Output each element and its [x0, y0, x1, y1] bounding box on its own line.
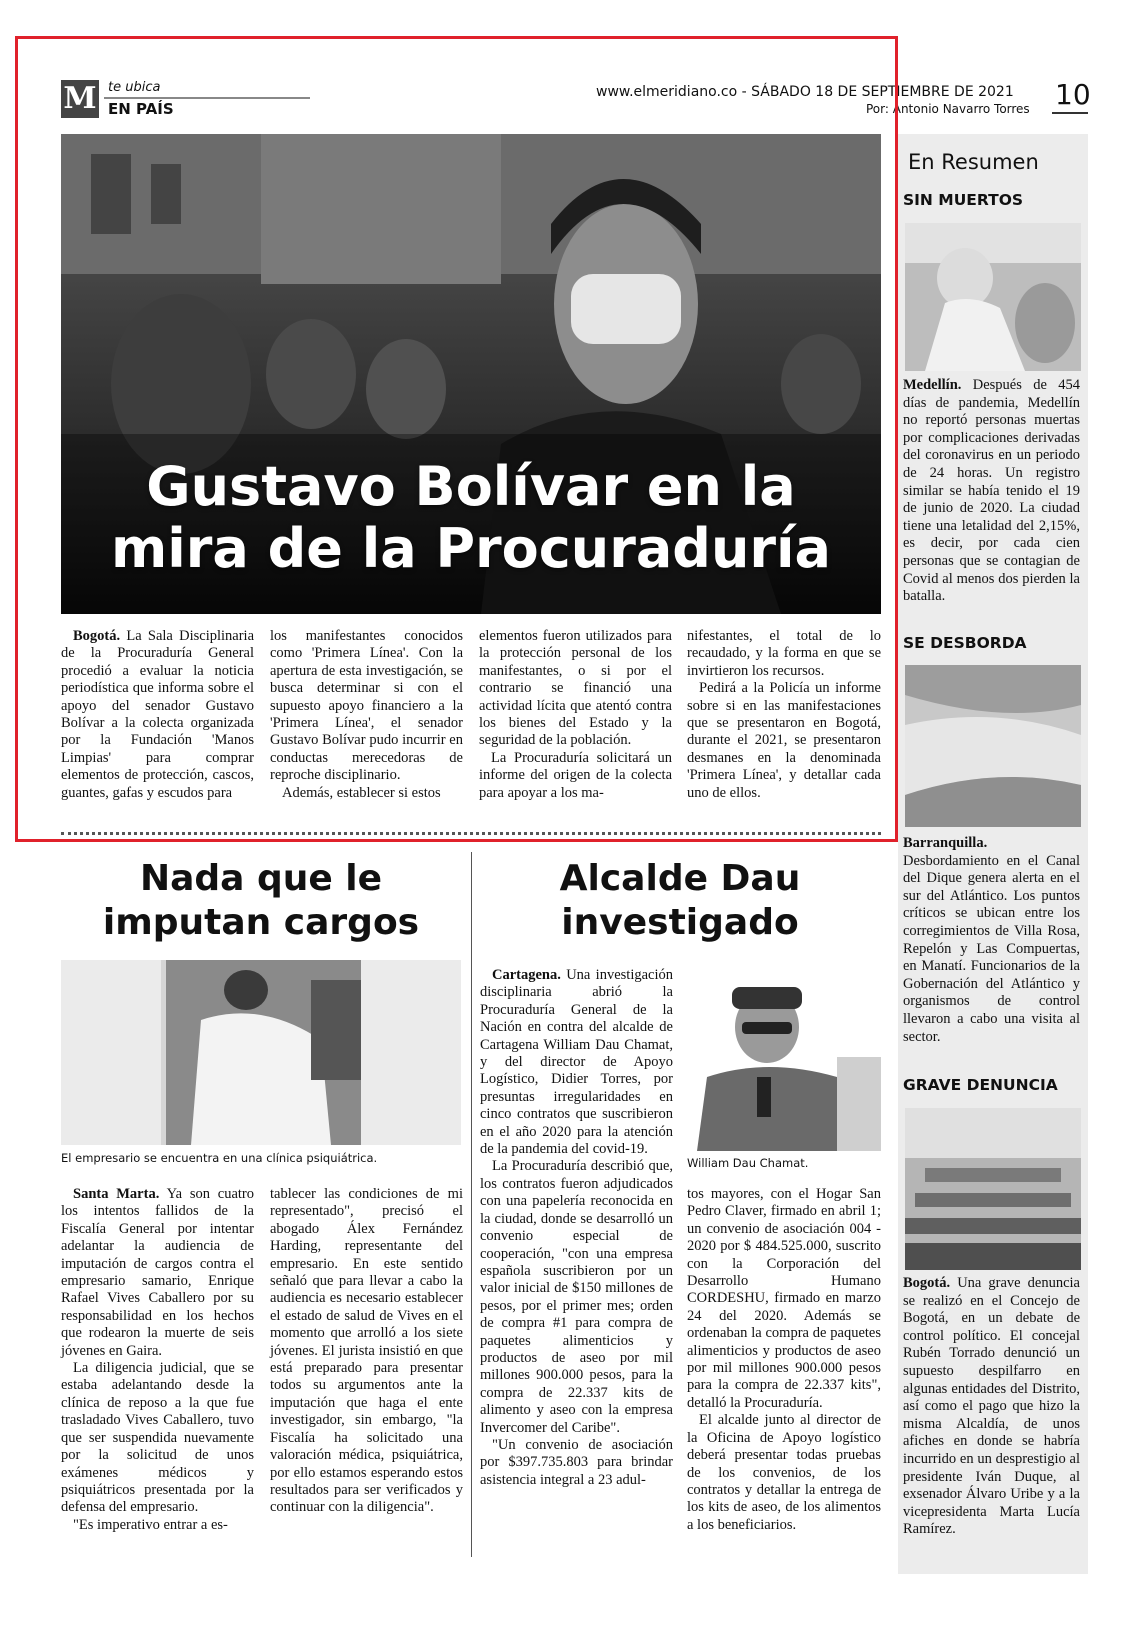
main-story-column-3: elementos fueron utilizados para la protección personal de los manifestantes, o si por el contrario se financió una actividad lícita que atentó contra los bienes del Estado y la seguridad de la población. La Procuraduría solicitará un informe del origen de la colecta para apoyar a los ma-: [479, 628, 672, 801]
sidebar-heading: SIN MUERTOS: [903, 191, 1024, 209]
sidebar-title: En Resumen: [908, 150, 1039, 174]
story2-headline: Nada que le imputan cargos: [102, 858, 420, 943]
sidebar-photo-flood: [905, 665, 1081, 827]
story3-headline: Alcalde Dau investigado: [559, 858, 801, 943]
sidebar-text: Medellín. Después de 454 días de pandemia, Medellín no reportó personas muertas por complicaciones derivadas del coronavirus en un periodo de 24 horas. Un registro similar se había tenido el 19 de junio de 2020. La ciudad tiene una letalidad del 2,15%, es decir, por cada cien personas que se contagian de Covid al menos dos pierden la batalla.: [903, 377, 1080, 605]
story2-column-2: tablecer las condiciones de mi representado", precisó el abogado Álex Fernández Harding, representante del empresario. En este sentido señaló que para llevar a cabo la audiencia es necesario establecer el estado de salud de Vives en el momento que arrolló a los siete jóvenes. El jurista insistió en que está preparado para presentar todos su argumentos ante la imputación que haga el ente investigador, sin embargo, "la Fiscalía ha solicitado una valoración médica, psiquiátrica, por ello estamos esperando estos resultados para ser verificados y continuar con la diligencia".: [270, 1186, 463, 1516]
sidebar-heading: GRAVE DENUNCIA: [903, 1076, 1058, 1094]
story2-photo: [61, 960, 461, 1145]
main-story-column-2: los manifestantes conocidos como 'Primera Línea'. Con la apertura de esta investigación, se busca determinar si con el supuesto apoyo financiero a la 'Primera Línea', el senador Gustavo Bolívar pudo incurrir en conductas merecedoras de reproche disciplinario. Además, establecer si estos: [270, 628, 463, 801]
page-number-rule: [1052, 112, 1088, 114]
story2-column-1: Santa Marta. Ya son cuatro los intentos fallidos de la Fiscalía General por intentar adelantar la audiencia de imputación de cargos contra el empresario samario, Enrique Rafael Vives Caballero por su responsabilidad en los hechos que rodearon la muerte de seis jóvenes en Gaira. La diligencia judicial, que se estaba adelantando desde la clínica de reposo a la que fue trasladado Vives Caballero, tuvo que ser suspendida nuevamente por la solicitud de unos exámenes médicos y psiquiátricos presentada por la defensa del empresario. "Es imperativo entrar a es-: [61, 1186, 254, 1533]
sidebar-text: Bogotá. Una grave denuncia se realizó en el Concejo de Bogotá, en un debate de control político. El concejal Rubén Torrado denunció un supuesto despilfarro en algunas entidades del Distrito, así como el pago que hizo la misma Alcaldía, de unos afiches en donde se habría incurrido en un desprestigio al presidente Iván Duque, al exsenador Álvaro Uribe y a la vicepresidenta Marta Lucía Ramírez.: [903, 1275, 1080, 1538]
story3-photo-illustration: [687, 967, 881, 1151]
vertical-divider: [471, 852, 472, 1557]
sidebar-photo-illustration: [905, 223, 1081, 371]
main-story-column-1: Bogotá. La Sala Disciplinaria de la Procuraduría General procedió a evaluar la noticia periodística que informa sobre el apoyo del senador Gustavo Bolívar a la colecta organizada por la Fundación 'Manos Limpias' para comprar elementos de protección, cascos, guantes, gafas y escudos para: [61, 628, 255, 801]
story3-photo-caption: William Dau Chamat.: [687, 1156, 809, 1170]
story2-photo-caption: El empresario se encuentra en una clínica psiquiátrica.: [61, 1151, 378, 1165]
story3-column-1: Cartagena. Una investigación disciplinaria abrió la Procuraduría General de la Nación en contra del alcalde de Cartagena William Dau Chamat, y del director de Apoyo Logístico, Didier Torres, por presuntas irregularidades en cinco contratos que suscribieron en el año 2020 para la atención de la pandemia del covid-19. La Procuraduría describió que, los contratos fueron adjudicados con una papelería reconocida en la ciudad, donde se desarrolló un convenio especial de cooperación, "con una empresa española suscribieron por un valor inicial de $150 millones de pesos, por el primer mes; orden de compra #1 para compra de paquetes alimenticios y productos de aseo por mil millones 900.000 pesos, para la compra de 22.337 kits de alimento y aseo con la empresa Invercomer del Caribe". "Un convenio de asociación por $397.735.803 para brindar asistencia integral a 23 adul-: [480, 967, 673, 1488]
highlight-box: [15, 36, 898, 842]
newspaper-logo: M: [61, 80, 99, 118]
sidebar-photo-illustration: [905, 1108, 1081, 1270]
story3-photo: [687, 967, 881, 1151]
page-number: 10: [1055, 78, 1091, 111]
main-headline: Gustavo Bolívar en la mira de la Procuraduría: [111, 455, 831, 580]
site-and-date: www.elmeridiano.co - SÁBADO 18 DE SEPTIEMBRE DE 2021: [596, 84, 1014, 100]
section-tag: te ubica: [108, 80, 161, 95]
sidebar-photo-health-worker: [905, 223, 1081, 371]
sidebar-text: Barranquilla. Desbordamiento en el Canal del Dique genera alerta en el sur del Atlántico. Los puntos críticos se ubican entre los corregimientos de Villa Rosa, Repelón y Las Compuertas, en Manatí. Funcionarios de la Gobernación del Atlántico y organismos de control llevaron a cabo una visita al sector.: [903, 835, 1080, 1045]
sidebar-heading: SE DESBORDA: [903, 634, 1027, 652]
story3-column-2: tos mayores, con el Hogar San Pedro Claver, firmado en abril 1; un convenio de asociación 004 - 2020 por $ 484.525.000, suscrito con la Corporación del Desarrollo Humano CORDESHU, firmado en marzo 24 del 2020. Además se ordenaban la compra de paquetes alimenticios y productos de aseo por mil millones 900.000 pesos para la compra de 22.337 kits", detalló la Procuraduría. El alcalde junto al director de la Oficina de Apoyo logístico deberá presentar todas pruebas de los convenios, de los contratos y detallar la entrega de los kits de aseo, de los alimentos a los beneficiarios.: [687, 1186, 881, 1533]
section-name: EN PAÍS: [108, 100, 174, 118]
main-story-column-4: nifestantes, el total de lo recaudado, y la forma en que se invirtieron los recursos. Pedirá a la Policía un informe sobre si en las manifestaciones que se presentaron en Bogotá, durante el 2021, se presentaron desmanes en la denominada 'Primera Línea', y detallar cada uno de ellos.: [687, 628, 881, 801]
story2-photo-illustration: [61, 960, 461, 1145]
byline: Por: Antonio Navarro Torres: [866, 102, 1030, 116]
sidebar-photo-council: [905, 1108, 1081, 1270]
sidebar-photo-illustration: [905, 665, 1081, 827]
